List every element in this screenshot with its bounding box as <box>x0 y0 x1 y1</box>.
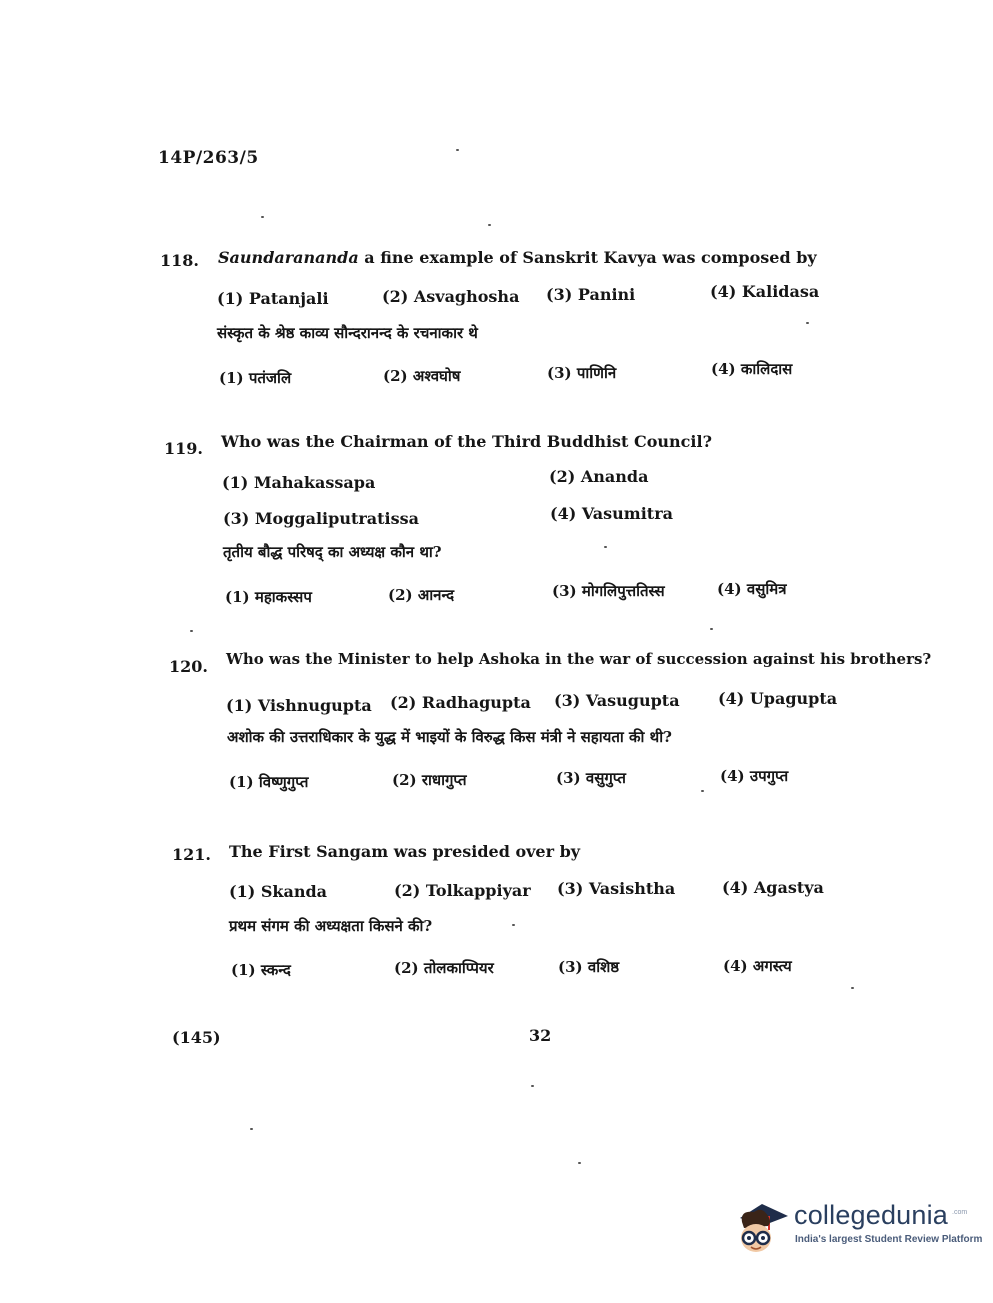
option-hi-3: (3) पाणिनि <box>547 364 617 382</box>
question-text-hindi: प्रथम संगम की अध्यक्षता किसने की? <box>229 917 433 935</box>
question-number: 118. <box>160 251 199 270</box>
option-en-4: (4) Kalidasa <box>710 282 820 301</box>
option-en-1: (1) Skanda <box>229 882 328 901</box>
logo-suffix: .com <box>952 1209 968 1216</box>
scan-speck <box>261 216 264 218</box>
option-hi-2: (2) तोलकाप्पियर <box>394 959 494 977</box>
option-hi-1: (1) पतंजलि <box>219 369 292 387</box>
option-en-4: (4) Agastya <box>722 878 824 897</box>
option-hi-3: (3) वसुगुप्त <box>556 769 626 787</box>
scan-speck <box>250 1128 253 1130</box>
option-en-1: (1) Mahakassapa <box>222 473 376 492</box>
option-hi-4: (4) उपगुप्त <box>720 767 789 785</box>
option-hi-1: (1) विष्णुगुप्त <box>229 773 309 791</box>
option-hi-3: (3) वशिष्ठ <box>558 958 620 976</box>
option-hi-2: (2) आनन्द <box>388 586 455 604</box>
question-text: Who was the Minister to help Ashoka in the war of succession against his brothers? <box>226 650 932 668</box>
question-text-rest: a fine example of Sanskrit Kavya was composed by <box>358 248 817 267</box>
question-text <box>218 248 817 267</box>
option-hi-2: (2) अश्वघोष <box>383 367 461 385</box>
option-hi-1: (1) महाकस्सप <box>225 588 312 606</box>
scan-speck <box>578 1162 581 1164</box>
option-hi-4: (4) वसुमित्र <box>717 580 787 598</box>
question-text: Who was the Chairman of the Third Buddhist Council? <box>221 432 712 451</box>
option-hi-4: (4) कालिदास <box>711 360 793 378</box>
scan-speck <box>701 790 704 792</box>
scan-speck <box>806 322 809 324</box>
paper-code: 14P/263/5 <box>158 148 259 168</box>
option-hi-2: (2) राधागुप्त <box>392 771 467 789</box>
question-number: 121. <box>172 845 211 864</box>
scan-speck <box>604 546 607 548</box>
page-number: 32 <box>529 1026 552 1045</box>
logo-tagline: India's largest Student Review Platform <box>795 1234 983 1245</box>
option-en-1: (1) Patanjali <box>217 289 329 308</box>
scan-speck <box>190 630 193 632</box>
scan-speck <box>512 924 515 926</box>
question-text-hindi: संस्कृत के श्रेष्ठ काव्य सौन्दरानन्द के रचनाकार थे <box>217 324 478 342</box>
scan-speck <box>710 628 713 630</box>
option-en-1: (1) Vishnugupta <box>226 696 372 715</box>
scan-speck <box>531 1085 534 1087</box>
option-en-4: (4) Vasumitra <box>550 504 673 523</box>
student-mascot-icon <box>732 1196 794 1258</box>
option-en-3: (3) Vasishtha <box>557 879 676 898</box>
footer-code: (145) <box>172 1028 221 1047</box>
scan-speck <box>851 987 854 989</box>
scan-speck <box>488 224 491 226</box>
question-text-hindi: अशोक की उत्तराधिकार के युद्ध में भाइयों के विरुद्ध किस मंत्री ने सहायता की थी? <box>227 728 672 746</box>
option-en-2: (2) Radhagupta <box>390 693 531 712</box>
option-en-2: (2) Tolkappiyar <box>394 881 531 900</box>
option-hi-3: (3) मोगलिपुत्ततिस्स <box>552 582 665 600</box>
option-hi-4: (4) अगस्त्य <box>723 957 792 975</box>
option-en-3: (3) Vasugupta <box>554 691 680 710</box>
option-en-3: (3) Moggaliputratissa <box>223 509 419 528</box>
question-number: 120. <box>169 657 208 676</box>
question-text: The First Sangam was presided over by <box>229 842 581 861</box>
option-hi-1: (1) स्कन्द <box>231 961 291 979</box>
logo-wordmark: collegedunia <box>794 1200 949 1230</box>
question-text-hindi: तृतीय बौद्ध परिषद् का अध्यक्ष कौन था? <box>223 543 442 561</box>
option-en-2: (2) Ananda <box>549 467 649 486</box>
option-en-4: (4) Upagupta <box>718 689 838 708</box>
question-number: 119. <box>164 439 203 458</box>
option-en-3: (3) Panini <box>546 285 636 304</box>
scan-speck <box>456 149 459 151</box>
option-en-2: (2) Asvaghosha <box>382 287 520 306</box>
title-italic: Saundarananda <box>218 248 359 267</box>
